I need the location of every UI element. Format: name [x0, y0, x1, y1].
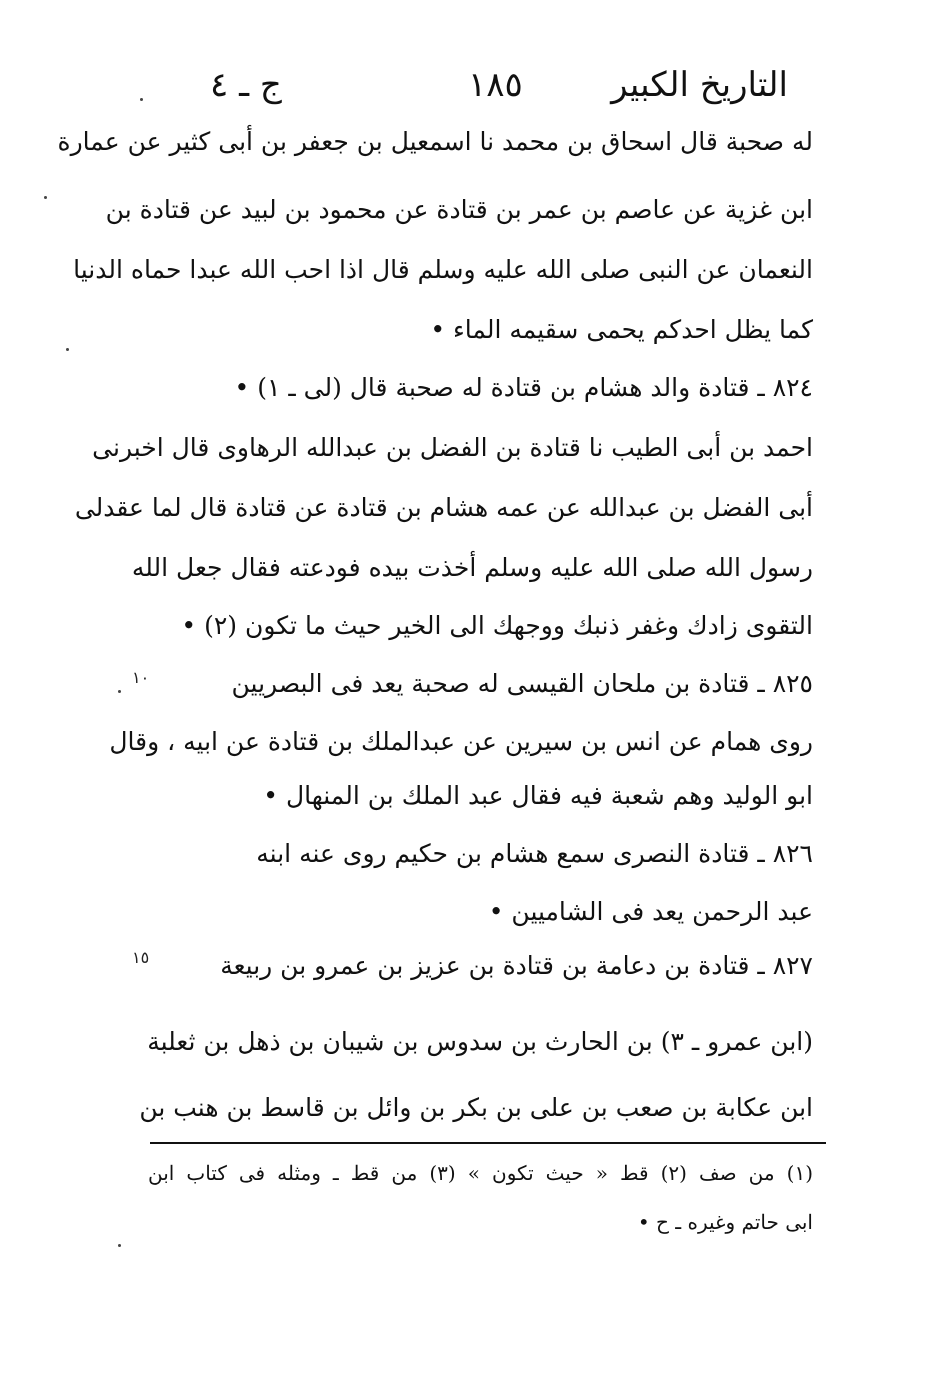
text-line: أبى الفضل بن عبدالله عن عمه هشام بن قتادة عن قتادة قال لما عقدلى [74, 493, 813, 522]
scan-speck [66, 348, 69, 351]
scan-speck [44, 196, 47, 199]
volume-label: ج ـ ٤ [210, 65, 282, 105]
text-line: التقوى زادك وغفر ذنبك ووجهك الى الخير حيث ما تكون (٢) • [181, 611, 813, 640]
footnote-line: (١) من صف (٢) قط « حيث تكون » (٣) من قط ـ ومثله فى كتاب ابن [148, 1161, 814, 1185]
page-number: ١٨٥ [468, 65, 523, 105]
margin-line-number: ١٥ [132, 948, 150, 967]
margin-line-number: ١٠ [132, 668, 150, 687]
entry-heading-825: ٨٢٥ ـ قتادة بن ملحان القيسى له صحبة يعد فى البصريين [231, 669, 813, 698]
text-line: النعمان عن النبى صلى الله عليه وسلم قال اذا احب الله عبدا حماه الدنيا [73, 255, 813, 284]
scan-speck [118, 690, 121, 693]
text-line: (ابن عمرو ـ ٣) بن الحارث بن سدوس بن شيبان بن ذهل بن ثعلبة [147, 1027, 813, 1056]
text-line: عبد الرحمن يعد فى الشاميين • [488, 897, 813, 926]
scan-speck [140, 98, 143, 101]
text-line: كما يظل احدكم يحمى سقيمه الماء • [430, 315, 813, 344]
entry-heading-827: ٨٢٧ ـ قتادة بن دعامة بن قتادة بن عزيز بن عمرو بن ربيعة [220, 951, 813, 980]
text-line: ابن غزية عن عاصم بن عمر بن قتادة عن محمود بن لبيد عن قتادة بن [105, 195, 813, 224]
text-line: ابو الوليد وهم شعبة فيه فقال عبد الملك بن المنهال • [263, 781, 813, 810]
text-line: رسول الله صلى الله عليه وسلم أخذت بيده فودعته فقال جعل الله [131, 553, 813, 582]
entry-heading-824: ٨٢٤ ـ قتادة والد هشام بن قتادة له صحبة قال (لى ـ ١) • [234, 373, 813, 402]
footnote-rule [150, 1142, 826, 1144]
running-title: التاريخ الكبير [611, 65, 788, 105]
text-line: له صحبة قال اسحاق بن محمد نا اسمعيل بن جعفر بن أبى كثير عن عمارة [57, 127, 813, 156]
text-line: روى همام عن انس بن سيرين عن عبدالملك بن قتادة عن ابيه ، وقال [109, 727, 813, 756]
scan-speck [118, 1244, 121, 1247]
footnote-line: ابى حاتم وغيره ـ ح • [637, 1210, 813, 1234]
text-line: احمد بن أبى الطيب نا قتادة بن الفضل بن عبدالله الرهاوى قال اخبرنى [92, 433, 813, 462]
text-line: ابن عكابة بن صعب بن على بن بكر بن وائل بن قاسط بن هنب بن [139, 1093, 813, 1122]
entry-heading-826: ٨٢٦ ـ قتادة النصرى سمع هشام بن حكيم روى عنه ابنه [256, 839, 813, 868]
